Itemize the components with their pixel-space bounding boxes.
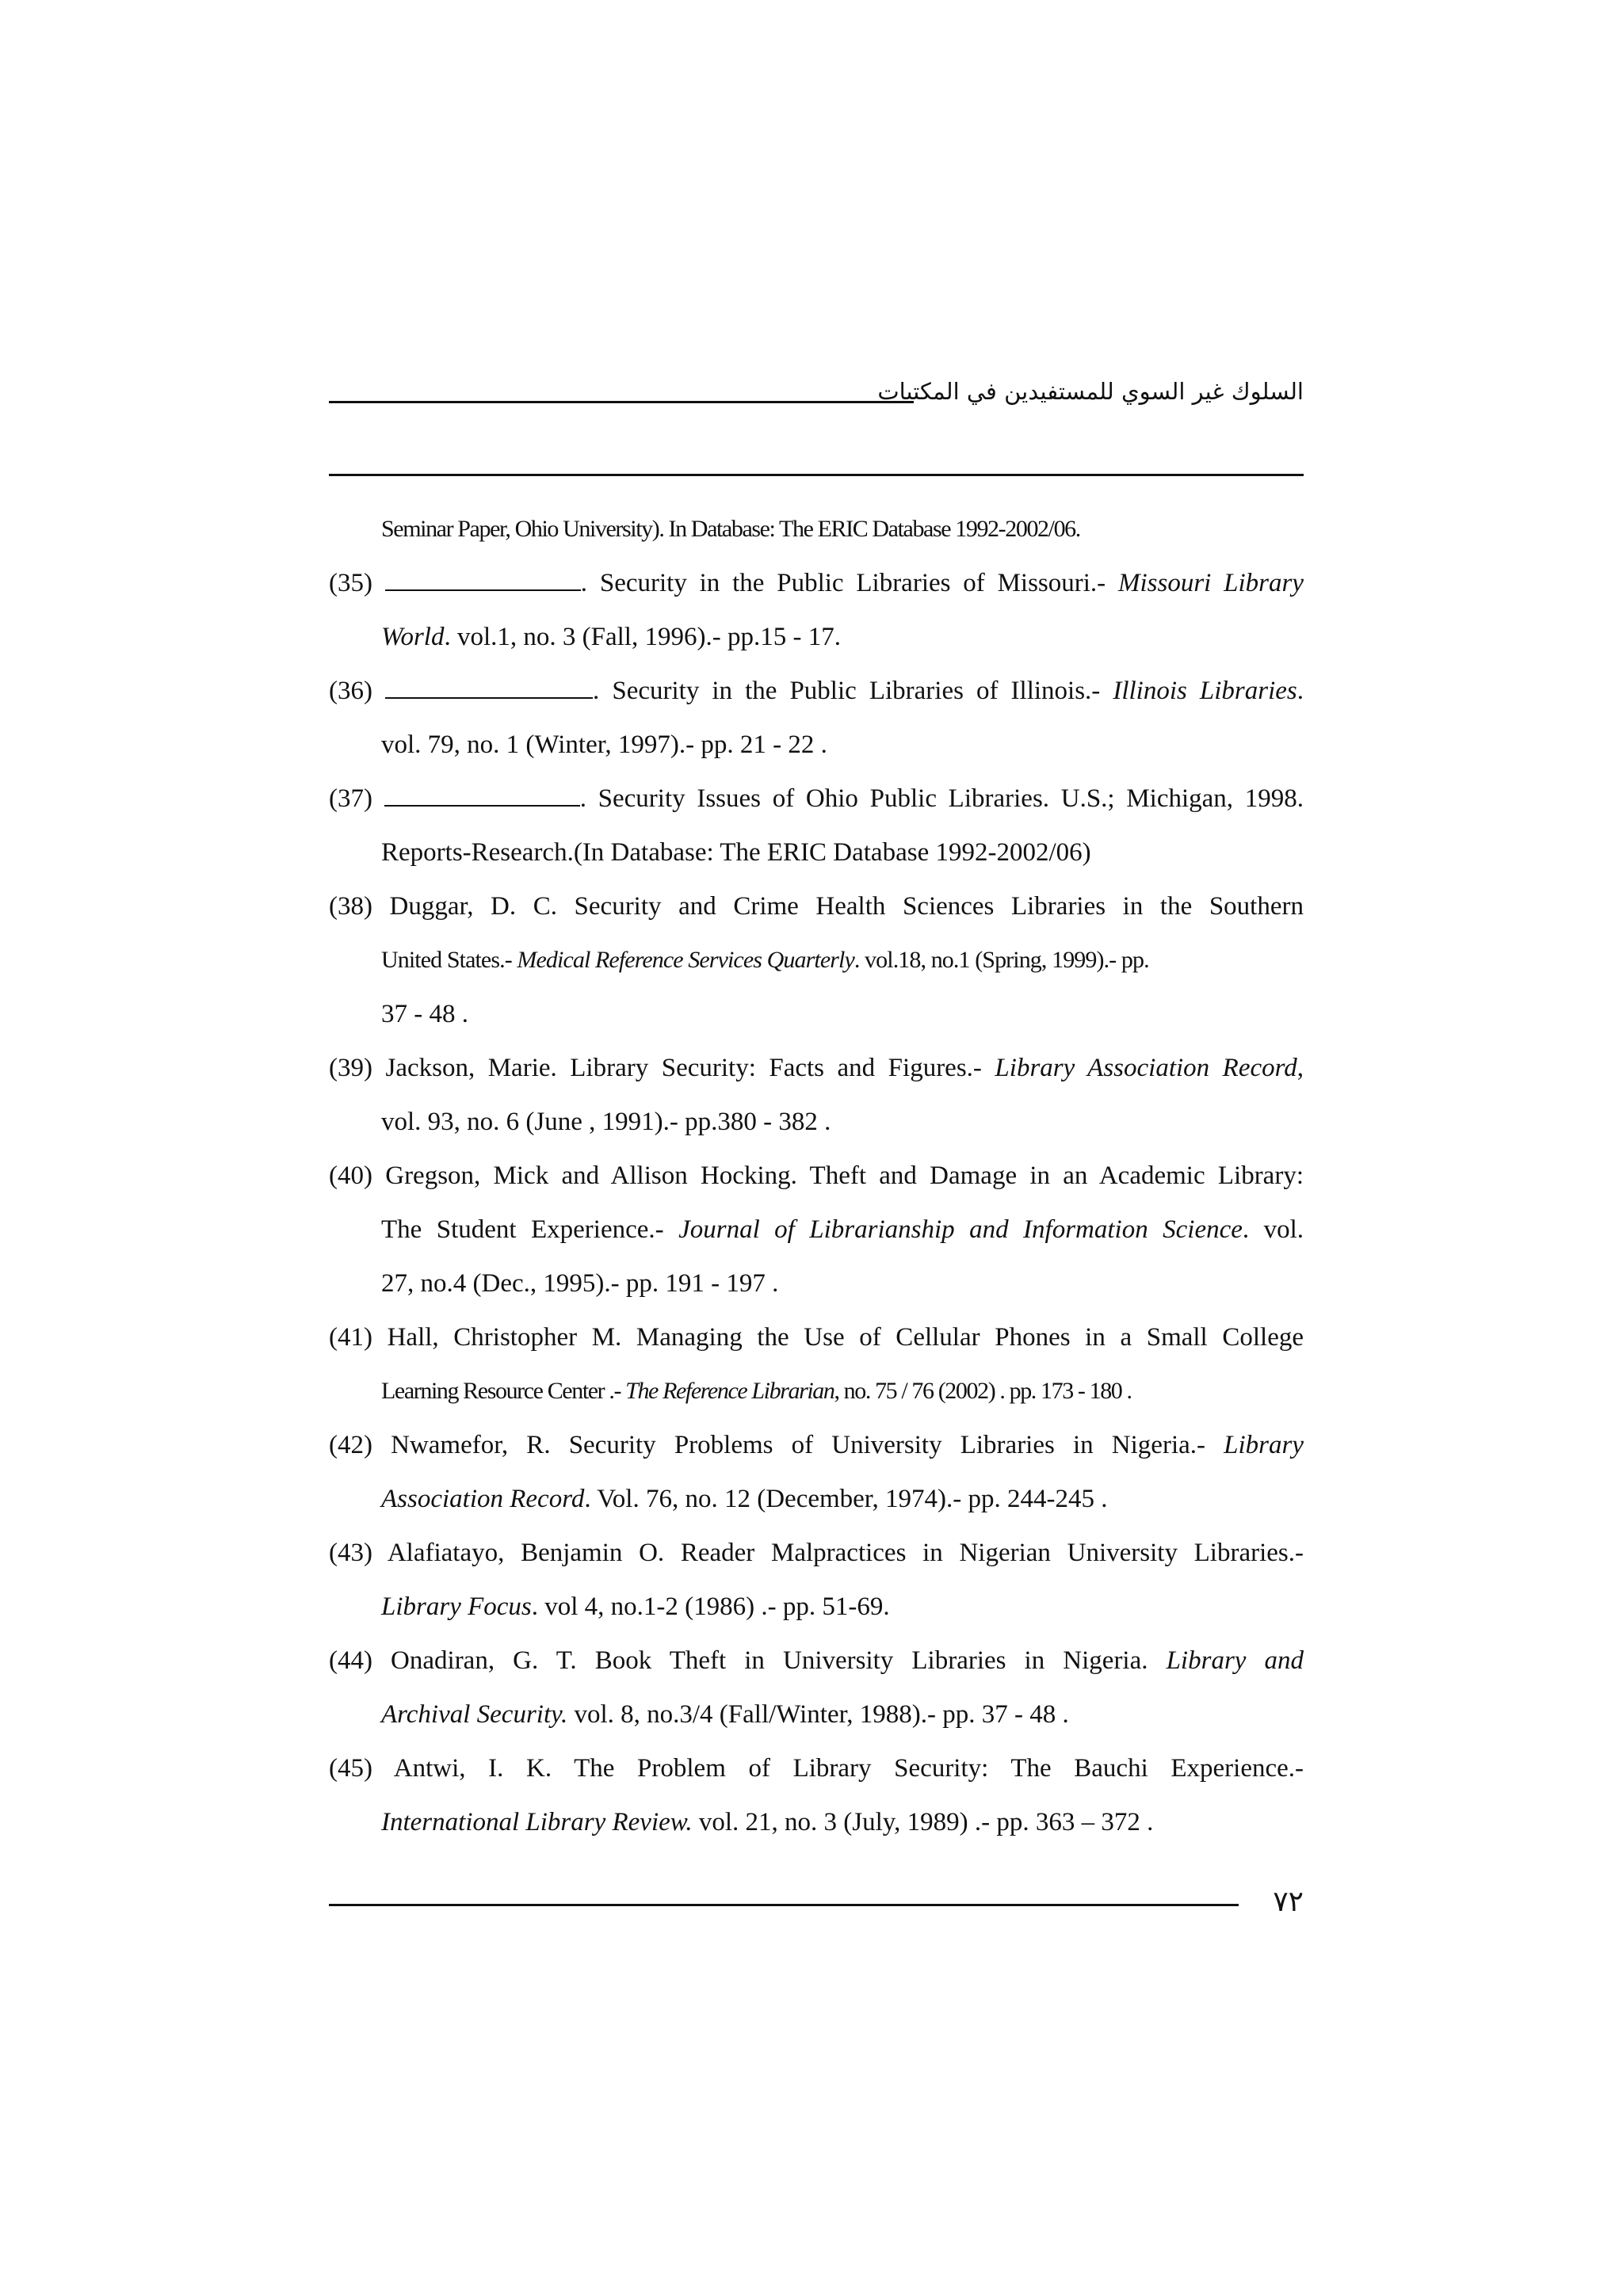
reference-44: (44) Onadiran, G. T. Book Theft in University Libraries in Nigeria. Library and [329,1646,1304,1675]
reference-41: (41) Hall, Christopher M. Managing the Use of Cellular Phones in a Small College [329,1323,1304,1352]
reference-37-line-2: Reports-Research.(In Database: The ERIC Database 1992-2002/06) [381,838,1091,867]
reference-38: (38) Duggar, D. C. Security and Crime Health Sciences Libraries in the Southern [329,892,1304,921]
author-blank-line [385,561,581,591]
reference-40: (40) Gregson, Mick and Allison Hocking. Theft and Damage in an Academic Library: [329,1161,1304,1190]
page-header [329,376,1304,407]
header-rule [329,401,914,403]
author-blank-line [384,776,580,807]
reference-43: (43) Alafiatayo, Benjamin O. Reader Malpractices in Nigerian University Libraries.- [329,1539,1304,1567]
reference-41-line-2: Learning Resource Center .- The Reference Librarian, no. 75 / 76 (2002) . pp. 173 - 180 . [381,1378,1132,1404]
reference-40-line-2: The Student Experience.- Journal of Librarianship and Information Science. vol. [381,1215,1304,1244]
reference-36: (36) . Security in the Public Libraries of Illinois.- Illinois Libraries. [329,669,1304,723]
reference-34-continuation: Seminar Paper, Ohio University). In Database: The ERIC Database 1992-2002/06. [381,516,1080,542]
reference-37: (37) . Security Issues of Ohio Public Libraries. U.S.; Michigan, 1998. [329,776,1304,830]
reference-35-line-2: World. vol.1, no. 3 (Fall, 1996).- pp.15 - 17. [381,623,841,651]
reference-45-line-2: International Library Review. vol. 21, no. 3 (July, 1989) .- pp. 363 – 372 . [381,1808,1154,1836]
reference-39-line-2: vol. 93, no. 6 (June , 1991).- pp.380 - 382 . [381,1108,831,1136]
reference-45: (45) Antwi, I. K. The Problem of Library Security: The Bauchi Experience.- [329,1754,1304,1783]
reference-44-line-2: Archival Security. vol. 8, no.3/4 (Fall/Winter, 1988).- pp. 37 - 48 . [381,1700,1069,1729]
top-divider [329,474,1304,476]
running-title: السلوك غير السوي للمستفيدين في المكتبات [877,378,1304,405]
page-number: ٧٢ [1273,1886,1304,1918]
reference-42-line-2: Association Record. Vol. 76, no. 12 (December, 1974).- pp. 244-245 . [381,1485,1108,1513]
reference-38-line-3: 37 - 48 . [381,1000,468,1028]
reference-39: (39) Jackson, Marie. Library Security: Facts and Figures.- Library Association Record, [329,1054,1304,1082]
reference-38-line-2: United States.- Medical Reference Services Quarterly. vol.18, no.1 (Spring, 1999).- pp. [381,947,1149,973]
reference-35: (35) . Security in the Public Libraries of Missouri.- Missouri Library [329,561,1304,615]
author-blank-line [385,669,593,699]
reference-43-line-2: Library Focus. vol 4, no.1-2 (1986) .- pp. 51-69. [381,1592,890,1621]
page-footer [329,1882,1304,1922]
reference-42: (42) Nwamefor, R. Security Problems of University Libraries in Nigeria.- Library [329,1431,1304,1459]
reference-36-line-2: vol. 79, no. 1 (Winter, 1997).- pp. 21 - 22 . [381,730,827,759]
footer-rule [329,1904,1239,1906]
reference-40-line-3: 27, no.4 (Dec., 1995).- pp. 191 - 197 . [381,1269,779,1298]
reference-list [329,507,1304,1854]
